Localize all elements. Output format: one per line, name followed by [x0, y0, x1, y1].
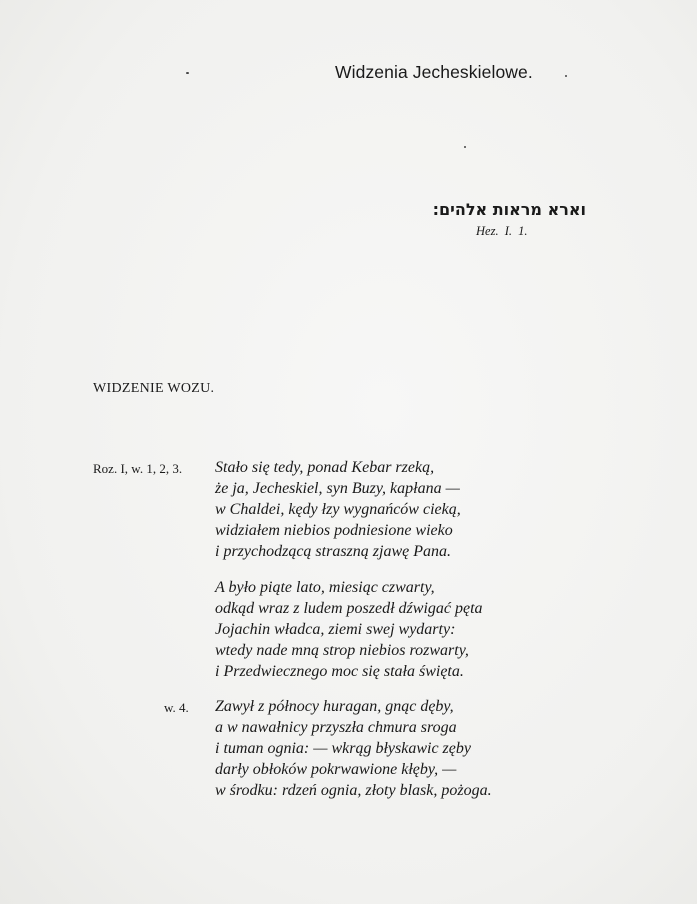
- print-speck: [464, 146, 466, 148]
- verse-line: Jojachin władca, ziemi swej wydarty:: [215, 621, 456, 638]
- verse-line: wtedy nade mną strop niebios rozwarty,: [215, 642, 469, 659]
- epigraph-reference: Hez. I. 1.: [476, 224, 528, 238]
- verse-line: w Chaldei, kędy łzy wygnańców cieką,: [215, 501, 461, 518]
- verse-line: w środku: rdzeń ognia, złoty blask, pożoga.: [215, 782, 492, 799]
- stanza: [215, 696, 492, 801]
- verse-line: Zawył z północy huragan, gnąc dęby,: [215, 698, 454, 715]
- verse-line: A było piąte lato, miesiąc czwarty,: [215, 579, 435, 596]
- verse-line: darły obłoków pokrwawione kłęby, —: [215, 761, 457, 778]
- verse-line: i Przedwiecznego moc się stała święta.: [215, 663, 464, 680]
- verse-line: że ja, Jecheskiel, syn Buzy, kapłana —: [215, 480, 460, 497]
- section-heading: WIDZENIE WOZU.: [93, 381, 215, 396]
- stanza: [215, 457, 461, 562]
- verse-line: a w nawałnicy przyszła chmura sroga: [215, 719, 457, 736]
- verse-line: Stało się tedy, ponad Kebar rzeką,: [215, 459, 435, 476]
- stanza: [215, 577, 483, 682]
- print-speck: [186, 72, 189, 74]
- page-title: Widzenia Jecheskielowe.: [335, 62, 533, 82]
- margin-reference: w. 4.: [164, 700, 189, 715]
- verse-line: widziałem niebios podniesione wieko: [215, 522, 453, 539]
- margin-reference: Roz. I, w. 1, 2, 3.: [93, 461, 183, 476]
- verse-line: i przychodzącą straszną zjawę Pana.: [215, 543, 451, 560]
- print-speck: [565, 75, 567, 77]
- verse-line: odkąd wraz z ludem poszedł dźwigać pęta: [215, 600, 483, 617]
- verse-line: i tuman ognia: — wkrąg błyskawic zęby: [215, 740, 471, 757]
- epigraph-hebrew: וארא מראות אלהים:: [432, 200, 586, 219]
